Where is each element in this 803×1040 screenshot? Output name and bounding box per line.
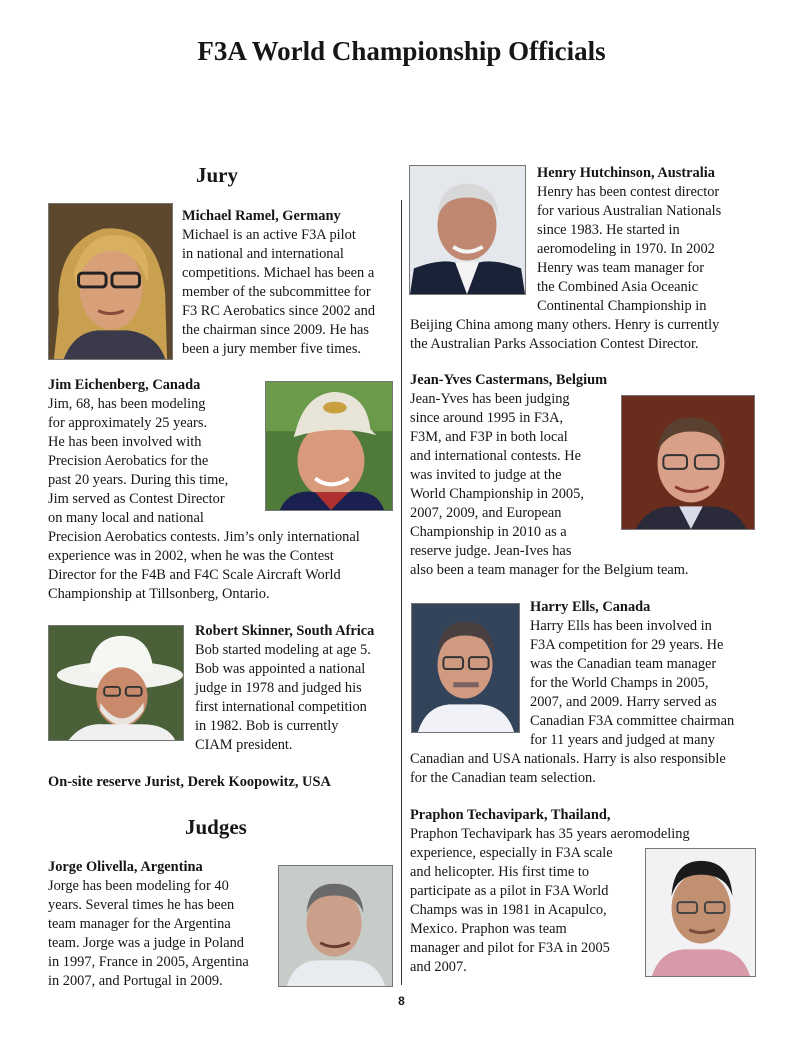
jim-eichenberg-bio: Jim Eichenberg, Canada Jim, 68, has been modeling for approximately 25 years. He has been involved with Precision Aerobatics for the past 20 years. During this time, Jim served as Contest Director on many local and national Precision Aerobatics contests. Jim’s only international experience was in 2002, when he was the Contest Director for the F4B and F4C Scale Aircraft World Championship at Tillsonberg, Ontario. bbox=[48, 377, 360, 602]
michael-ramel-bio: Michael Ramel, Germany Michael is an active F3A pilot in national and international competitions. Michael has been a member of the subcommittee for F3 RC Aerobatics since 2002 and the chairman since 2009. He has been a jury member five times. bbox=[182, 208, 376, 357]
robert-skinner-photo bbox=[48, 625, 184, 741]
praphon-techavipark-name: Praphon Techavipark, Thailand, bbox=[410, 807, 611, 823]
jean-yves-castermans-bio: Jean-Yves Castermans, Belgium Jean-Yves has been judging since around 1995 in F3A, F3M, and F3P in both local and international contests. He was invited to judge at the World Championship in 2005, 2007, 2009, and European Championship in 2010 as a reserve judge. Jean-Ives has also been a team manager for the Belgium team. bbox=[410, 372, 689, 578]
jury-heading: Jury bbox=[196, 163, 238, 187]
page-number: 8 bbox=[398, 994, 405, 1008]
michael-ramel-name: Michael Ramel, Germany bbox=[182, 208, 341, 224]
robert-skinner-name: Robert Skinner, South Africa bbox=[195, 623, 375, 639]
henry-hutchinson-bio: Henry Hutchinson, Australia Henry has been contest director for various Australian Nationals since 1983. He started in aeromodeling in 1970. In 2002 Henry was team manager for the Combined Asia Oceanic Continental Championship in Beijing China among many others. Henry is currently the Australian Parks Association Contest Director. bbox=[410, 165, 722, 352]
robert-skinner-bio: Robert Skinner, South Africa Bob started modeling at age 5. Bob was appointed a national judge in 1978 and judged his first international competition in 1982. Bob is currently CIAM president. bbox=[195, 623, 375, 753]
jean-yves-castermans-name: Jean-Yves Castermans, Belgium bbox=[410, 372, 608, 388]
judges-heading: Judges bbox=[185, 815, 247, 839]
jorge-olivella-name: Jorge Olivella, Argentina bbox=[48, 859, 203, 875]
reserve-jurist: On-site reserve Jurist, Derek Koopowitz, USA bbox=[48, 774, 331, 790]
jorge-olivella-photo bbox=[278, 865, 393, 987]
jim-eichenberg-name: Jim Eichenberg, Canada bbox=[48, 377, 201, 393]
jorge-olivella-bio: Jorge Olivella, Argentina Jorge has been modeling for 40 years. Several times he has been team manager for the Argentina team. Jorge was a judge in Poland in 1997, France in 2005, Argentina in 2007, and Portugal in 2009. bbox=[48, 859, 249, 989]
page-title: F3A World Championship Officials bbox=[197, 36, 606, 66]
harry-ells-name: Harry Ells, Canada bbox=[530, 599, 651, 615]
harry-ells-bio: Harry Ells, Canada Harry Ells has been involved in F3A competition for 29 years. He was the Canadian team manager for the World Champs in 2005, 2007, and 2009. Harry served as Canadian F3A committee chairman for 11 years and judged at many Canadian and USA nationals. Harry is also responsible for the Canadian team selection. bbox=[410, 599, 735, 786]
praphon-techavipark-bio: Praphon Techavipark, Thailand, Praphon Techavipark has 35 years aeromodeling experience, especially in F3A scale and helicopter. His first time to participate as a pilot in F3A World Champs was in 1981 in Acapulco, Mexico. Praphon was team manager and pilot for F3A in 2005 and 2007. bbox=[410, 807, 690, 975]
henry-hutchinson-name: Henry Hutchinson, Australia bbox=[537, 165, 715, 181]
michael-ramel-photo bbox=[48, 203, 173, 360]
